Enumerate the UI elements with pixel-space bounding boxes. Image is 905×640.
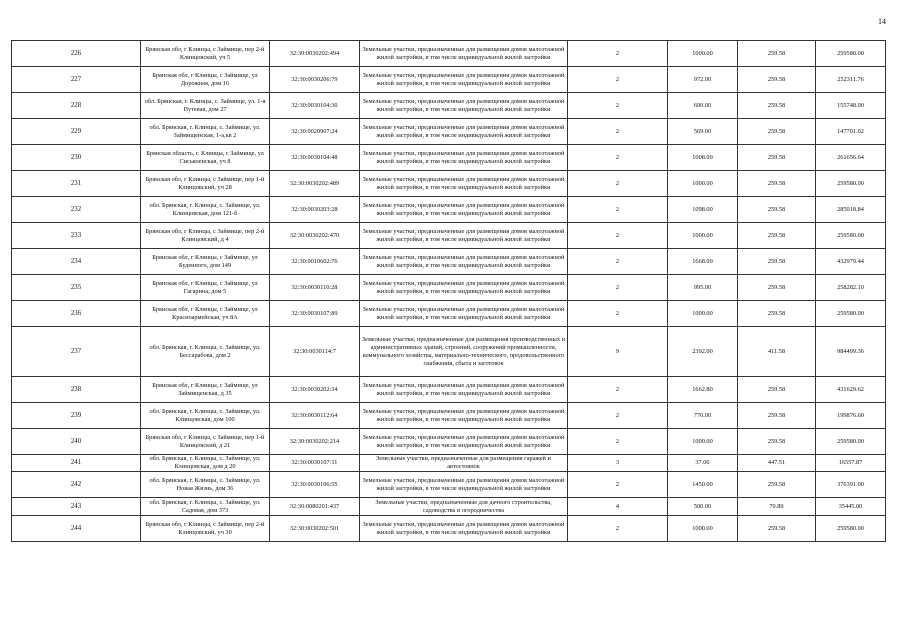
cadastral-number-cell: 32:30:0030104:30 [270,93,360,119]
group-cell: 2 [568,403,668,429]
row-number: 231 [12,171,141,197]
specific-value-cell: 259.58 [738,119,816,145]
cadastral-value-cell: 984499.36 [816,327,886,377]
table-row [12,197,886,223]
cadastral-number-cell: 32:30:0030206:79 [270,67,360,93]
area-cell: 1000.00 [668,223,738,249]
row-number: 235 [12,275,141,301]
cadastral-number-cell: 32:30:0030112:64 [270,403,360,429]
address-cell: Брянская обл, г Клинцы, с Займище, пер 2-й Клинцовский, уч 5 [141,41,270,67]
land-use-cell: Земельные участки, предназначенные для размещения домов малоэтажной жилой застройки, в том числе индивидуальной жилой застройки [360,249,568,275]
address-cell: Брянская обл, г Клинцы, с Займище, ул Красноармейская, уч 8А [141,301,270,327]
cadastral-value-cell: 147701.02 [816,119,886,145]
specific-value-cell: 259.58 [738,223,816,249]
land-use-cell: Земельные участки, предназначенные для размещения производственных и административных зданий, строений, сооружений промышленности, коммунального хозяйства, материально-технического, продовольственного снабжения, сбыта и заготовок [360,327,568,377]
group-cell: 2 [568,67,668,93]
row-number: 233 [12,223,141,249]
cadastral-value-cell: 259580.00 [816,516,886,542]
address-cell: Брянская обл, г Клинцы, с Займище, пер 1-й Клинцовский, д 21 [141,429,270,455]
address-cell: Брянская обл, г Клинцы, с Займище, ул Займищенская, д 35 [141,377,270,403]
cadastral-number-cell: 32:30:0030202:501 [270,516,360,542]
land-use-cell: Земельные участки, предназначенные для размещения гаражей и автостоянок [360,455,568,472]
address-cell: обл. Брянская, г. Клинцы, с. Займище, ул. Займищенская, 1-а,кв 2 [141,119,270,145]
address-cell: Брянская обл, г Клинцы, с Займище, пер 2-й Клинцовский, д 4 [141,223,270,249]
specific-value-cell: 259.58 [738,197,816,223]
area-cell: 1098.00 [668,197,738,223]
row-number: 236 [12,301,141,327]
row-number: 240 [12,429,141,455]
land-use-cell: Земельные участки, предназначенные для размещения домов малоэтажной жилой застройки, в том числе индивидуальной жилой застройки [360,301,568,327]
land-use-cell: Земельные участки, предназначенные для размещения домов малоэтажной жилой застройки, в том числе индивидуальной жилой застройки [360,171,568,197]
cadastral-value-cell: 258282.10 [816,275,886,301]
table-row [12,41,886,67]
land-use-cell: Земельные участки, предназначенные для размещения домов малоэтажной жилой застройки, в том числе индивидуальной жилой застройки [360,145,568,171]
area-cell: 569.00 [668,119,738,145]
table-row [12,301,886,327]
table-row [12,93,886,119]
area-cell: 1662.80 [668,377,738,403]
row-number: 238 [12,377,141,403]
group-cell: 2 [568,145,668,171]
table-row [12,171,886,197]
cadastral-number-cell: 32:30:0030107:89 [270,301,360,327]
table-row [12,498,886,516]
land-use-cell: Земельные участки, предназначенные для размещения домов малоэтажной жилой застройки, в том числе индивидуальной жилой застройки [360,516,568,542]
row-number: 242 [12,472,141,498]
address-cell: Брянская обл, г Клинцы, с Займище, ул Дорожная, дом 16 [141,67,270,93]
cadastral-number-cell: 32:30:0030114:7 [270,327,360,377]
land-use-cell: Земельные участки, предназначенные для размещения домов малоэтажной жилой застройки, в том числе индивидуальной жилой застройки [360,429,568,455]
address-cell: Брянская обл, г Клинцы, с Займище, ул Буденного, дом 149 [141,249,270,275]
area-cell: 1008.00 [668,145,738,171]
table-row [12,377,886,403]
group-cell: 2 [568,223,668,249]
group-cell: 3 [568,455,668,472]
land-use-cell: Земельные участки, предназначенные для размещения домов малоэтажной жилой застройки, в том числе индивидуальной жилой застройки [360,403,568,429]
row-number: 230 [12,145,141,171]
table-row [12,429,886,455]
cadastral-value-cell: 35445.00 [816,498,886,516]
land-plots-table [11,40,886,542]
specific-value-cell: 259.58 [738,67,816,93]
cadastral-value-cell: 259580.00 [816,41,886,67]
area-cell: 1668.00 [668,249,738,275]
specific-value-cell: 259.58 [738,516,816,542]
specific-value-cell: 70.89 [738,498,816,516]
group-cell: 2 [568,429,668,455]
land-use-cell: Земельные участки, предназначенные для размещения домов малоэтажной жилой застройки, в том числе индивидуальной жилой застройки [360,93,568,119]
row-number: 244 [12,516,141,542]
cadastral-value-cell: 259580.00 [816,171,886,197]
cadastral-value-cell: 261656.64 [816,145,886,171]
row-number: 237 [12,327,141,377]
area-cell: 1000.00 [668,171,738,197]
cadastral-value-cell: 431629.62 [816,377,886,403]
cadastral-number-cell: 32:30:0030202:489 [270,171,360,197]
land-use-cell: Земельные участки, предназначенные для размещения домов малоэтажной жилой застройки, в том числе индивидуальной жилой застройки [360,223,568,249]
address-cell: Брянская область, г. Клинцы, с Займище, ул Сиськоенская, уч 8 [141,145,270,171]
area-cell: 995.00 [668,275,738,301]
area-cell: 37.00 [668,455,738,472]
address-cell: обл. Брянская, г. Клинцы, с. Займище, ул. Бессарабова, дом 2 [141,327,270,377]
specific-value-cell: 259.58 [738,472,816,498]
cadastral-number-cell: 32:30:0030107:11 [270,455,360,472]
specific-value-cell: 259.58 [738,301,816,327]
group-cell: 2 [568,301,668,327]
address-cell: обл. Брянская, г. Клинцы, с. Займище, ул. Клинцовская, дом 121-б [141,197,270,223]
specific-value-cell: 259.58 [738,377,816,403]
area-cell: 1000.00 [668,41,738,67]
group-cell: 2 [568,93,668,119]
table-body [12,41,886,542]
table-row [12,223,886,249]
area-cell: 600.00 [668,93,738,119]
row-number: 241 [12,455,141,472]
cadastral-number-cell: 32:30:0030202:494 [270,41,360,67]
table-row [12,249,886,275]
table-row [12,516,886,542]
address-cell: Брянская обл, г Клинцы, с Займище, ул Гагарина, дом 5 [141,275,270,301]
table-row [12,275,886,301]
cadastral-value-cell: 376391.00 [816,472,886,498]
specific-value-cell: 411.58 [738,327,816,377]
row-number: 229 [12,119,141,145]
row-number: 234 [12,249,141,275]
land-use-cell: Земельные участки, предназначенные для размещения домов малоэтажной жилой застройки, в том числе индивидуальной жилой застройки [360,67,568,93]
row-number: 243 [12,498,141,516]
address-cell: обл. Брянская, г. Клинцы, с. Займище, ул. Новая Жизнь, дом 36 [141,472,270,498]
group-cell: 2 [568,119,668,145]
cadastral-number-cell: 32:30:0030202:214 [270,429,360,455]
cadastral-value-cell: 259580.00 [816,301,886,327]
area-cell: 1450.00 [668,472,738,498]
cadastral-value-cell: 285018.84 [816,197,886,223]
address-cell: Брянская обл, г Клинцы, с Займище, пер 1-й Клинцовский, уч 28 [141,171,270,197]
group-cell: 2 [568,516,668,542]
specific-value-cell: 259.58 [738,93,816,119]
cadastral-number-cell: 32:30:0030202:470 [270,223,360,249]
specific-value-cell: 259.58 [738,429,816,455]
group-cell: 2 [568,171,668,197]
specific-value-cell: 259.58 [738,275,816,301]
specific-value-cell: 259.58 [738,145,816,171]
land-use-cell: Земельные участки, предназначенные для размещения домов малоэтажной жилой застройки, в том числе индивидуальной жилой застройки [360,377,568,403]
area-cell: 500.00 [668,498,738,516]
cadastral-number-cell: 32:30:0020907:24 [270,119,360,145]
area-cell: 1000.00 [668,516,738,542]
specific-value-cell: 447.51 [738,455,816,472]
cadastral-number-cell: 32:30:0030203:28 [270,197,360,223]
group-cell: 9 [568,327,668,377]
address-cell: обл. Брянская, г. Клинцы, с. Займище, ул. 1-я Путевая, дом 27 [141,93,270,119]
row-number: 239 [12,403,141,429]
table-row [12,327,886,377]
address-cell: обл. Брянская, г. Клинцы, с. Займище, ул. Клинцовская, дом д 20 [141,455,270,472]
address-cell: обл. Брянская, г. Клинцы, с. Займище, ул. Садовая, дом 373 [141,498,270,516]
area-cell: 1000.00 [668,429,738,455]
land-use-cell: Земельные участки, предназначенные для размещения домов малоэтажной жилой застройки, в том числе индивидуальной жилой застройки [360,41,568,67]
cadastral-number-cell: 32:30:0030110:28 [270,275,360,301]
specific-value-cell: 259.58 [738,41,816,67]
table-row [12,145,886,171]
land-use-cell: Земельные участки, предназначенные для дачного строительства, садоводства и огородничества [360,498,568,516]
specific-value-cell: 259.58 [738,403,816,429]
address-cell: Брянская обл, г Клинцы, с Займище, пер 2-й Клинцовский, уч 30 [141,516,270,542]
cadastral-number-cell: 32:30:0080201:437 [270,498,360,516]
area-cell: 972.00 [668,67,738,93]
row-number: 227 [12,67,141,93]
cadastral-value-cell: 252311.76 [816,67,886,93]
group-cell: 2 [568,377,668,403]
row-number: 226 [12,41,141,67]
table-row [12,403,886,429]
specific-value-cell: 259.58 [738,249,816,275]
group-cell: 2 [568,275,668,301]
land-use-cell: Земельные участки, предназначенные для размещения домов малоэтажной жилой застройки, в том числе индивидуальной жилой застройки [360,472,568,498]
group-cell: 2 [568,197,668,223]
area-cell: 1000.00 [668,301,738,327]
area-cell: 770.00 [668,403,738,429]
group-cell: 2 [568,249,668,275]
cadastral-value-cell: 432979.44 [816,249,886,275]
table-row [12,119,886,145]
group-cell: 4 [568,498,668,516]
cadastral-value-cell: 259580.00 [816,223,886,249]
specific-value-cell: 259.58 [738,171,816,197]
group-cell: 2 [568,41,668,67]
cadastral-value-cell: 199876.60 [816,403,886,429]
table-row [12,472,886,498]
table-row [12,455,886,472]
cadastral-value-cell: 16557.87 [816,455,886,472]
land-use-cell: Земельные участки, предназначенные для размещения домов малоэтажной жилой застройки, в том числе индивидуальной жилой застройки [360,197,568,223]
cadastral-value-cell: 155748.00 [816,93,886,119]
row-number: 228 [12,93,141,119]
cadastral-value-cell: 259580.00 [816,429,886,455]
land-use-cell: Земельные участки, предназначенные для размещения домов малоэтажной жилой застройки, в том числе индивидуальной жилой застройки [360,119,568,145]
cadastral-number-cell: 32:30:0010602:76 [270,249,360,275]
cadastral-number-cell: 32:30:0030104:48 [270,145,360,171]
cadastral-number-cell: 32:30:0030106:55 [270,472,360,498]
table-row [12,67,886,93]
row-number: 232 [12,197,141,223]
page-number: 14 [878,17,886,26]
group-cell: 2 [568,472,668,498]
area-cell: 2392.00 [668,327,738,377]
cadastral-number-cell: 32:30:0030202:34 [270,377,360,403]
land-use-cell: Земельные участки, предназначенные для размещения домов малоэтажной жилой застройки, в том числе индивидуальной жилой застройки [360,275,568,301]
address-cell: обл. Брянская, г. Клинцы, с. Займище, ул. Клинцовская, дом 100 [141,403,270,429]
